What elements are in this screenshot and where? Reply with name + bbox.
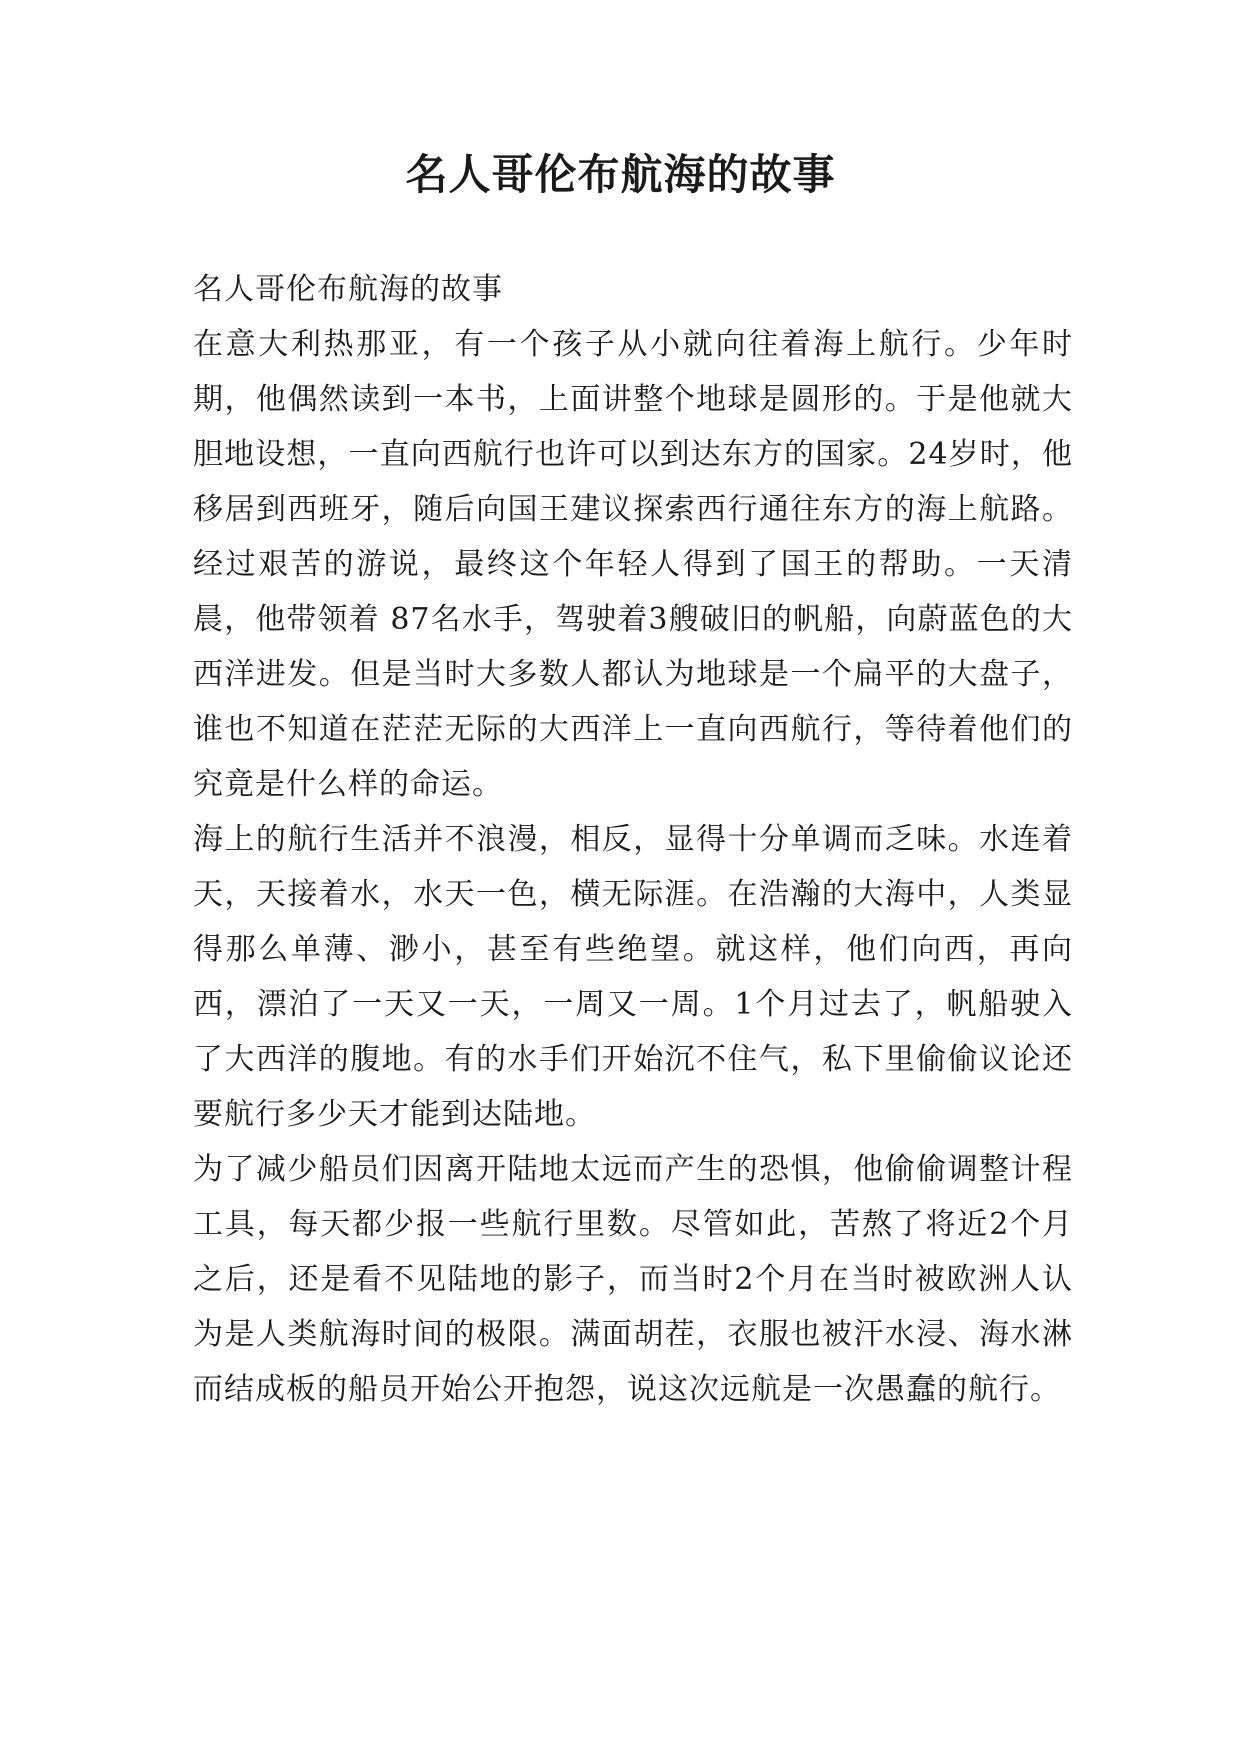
subtitle-paragraph: 名人哥伦布航海的故事 <box>193 272 503 307</box>
body-paragraph-2: 海上的航行生活并不浪漫，相反，显得十分单调而乏味。水连着天，天接着水，水天一色，横无际涯。在浩瀚的大海中，人类显得那么单薄、渺小，甚至有些绝望。就这样，他们向西，再向西，漂泊了一天又一天，一周又一周。1个月过去了，帆船驶入了大西洋的腹地。有的水手们开始沉不住气，私下里偷偷议论还要航行多少天才能到达陆地。 <box>193 822 1073 1132</box>
body-paragraph-1: 在意大利热那亚，有一个孩子从小就向往着海上航行。少年时期，他偶然读到一本书，上面讲整个地球是圆形的。于是他就大胆地设想，一直向西航行也许可以到达东方的国家。24岁时，他移居到西班牙，随后向国王建议探索西行通往东方的海上航路。经过艰苦的游说，最终这个年轻人得到了国王的帮助。一天清晨，他带领着 87名水手，驾驶着3艘破旧的帆船，向蔚蓝色的大西洋进发。但是当时大多数人都认为地球是一个扁平的大盘子，谁也不知道在茫茫无际的大西洋上一直向西航行，等待着他们的究竟是什么样的命运。 <box>193 327 1073 802</box>
document-title: 名人哥伦布航海的故事 <box>405 150 836 199</box>
document-body <box>193 262 1073 1417</box>
body-paragraph-3: 为了减少船员们因离开陆地太远而产生的恐惧，他偷偷调整计程工具，每天都少报一些航行里数。尽管如此，苦熬了将近2个月之后，还是看不见陆地的影子，而当时2个月在当时被欧洲人认为是人类航海时间的极限。满面胡茬，衣服也被汗水浸、海水淋而结成板的船员开始公开抱怨，说这次远航是一次愚蠢的航行。 <box>193 1152 1073 1407</box>
